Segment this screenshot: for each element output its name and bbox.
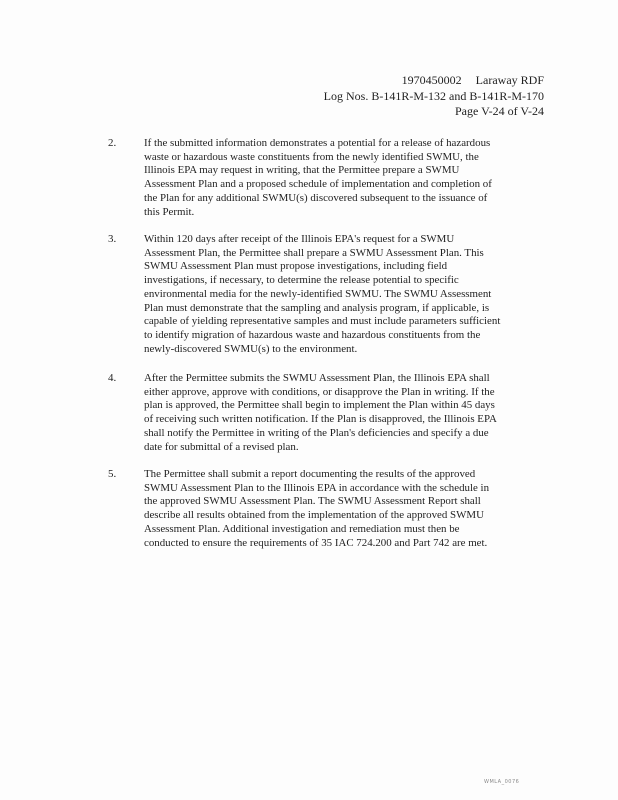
text-line: investigations, if necessary, to determine the release potential to specific: [144, 274, 459, 287]
text-line: the approved SWMU Assessment Plan. The SWMU Assessment Report shall: [144, 495, 481, 508]
text-line: If the submitted information demonstrates a potential for a release of hazardous: [144, 137, 491, 149]
doc-id: 1970450002: [401, 73, 462, 87]
text-line: conducted to ensure the requirements of 35 IAC 724.200 and Part 742 are met.: [144, 536, 488, 549]
text-line: The Permittee shall submit a report documenting the results of the approved: [144, 468, 476, 480]
facility-name: Laraway RDF: [475, 73, 544, 87]
text-line: date for submittal of a revised plan.: [144, 440, 299, 453]
text-line: Assessment Plan. Additional investigation and remediation must then be: [144, 522, 460, 535]
numbered-item: [108, 468, 548, 550]
item-text: [144, 372, 546, 454]
text-line: environmental media for the newly-identified SWMU. The SWMU Assessment: [144, 287, 492, 300]
text-line: waste or hazardous waste constituents from the newly identified SWMU, the: [144, 150, 479, 163]
text-line: shall notify the Permittee in writing of the Plan's deficiencies and specify a due: [144, 426, 489, 439]
page-number: Page V-24 of V-24: [454, 104, 544, 118]
text-line: either approve, approve with conditions, or disapprove the Plan in writing. If the: [144, 385, 495, 398]
header-id-line: [324, 73, 544, 89]
text-line: this Permit.: [144, 205, 195, 218]
numbered-item: [108, 233, 548, 356]
text-line: Assessment Plan and a proposed schedule of implementation and completion of: [144, 178, 492, 191]
text-line: Plan must demonstrate that the sampling and analysis program, if applicable, is: [144, 301, 490, 314]
item-text: [144, 137, 546, 219]
numbered-item: [108, 372, 548, 454]
text-line: describe all results obtained from the implementation of the approved SWMU: [144, 509, 484, 522]
text-line: of receiving such written notification. If the Plan is disapproved, the Illinois EPA: [144, 413, 497, 426]
text-line: Assessment Plan, the Permittee shall prepare a SWMU Assessment Plan. This: [144, 246, 484, 259]
text-line: the Plan for any additional SWMU(s) discovered subsequent to the issuance of: [144, 191, 488, 204]
bates-stamp: WMLA_0076: [484, 779, 520, 785]
log-numbers: Log Nos. B-141R-M-132 and B-141R-M-170: [323, 88, 544, 103]
page-header: [324, 73, 544, 120]
text-line: Within 120 days after receipt of the Illinois EPA's request for a SWMU: [144, 233, 455, 245]
item-text: [144, 233, 546, 356]
text-line: newly-discovered SWMU(s) to the environment.: [144, 342, 358, 355]
numbered-item: [108, 137, 548, 219]
text-line: Illinois EPA may request in writing, that the Permittee prepare a SWMU: [144, 164, 460, 177]
item-text: [144, 468, 546, 550]
text-line: SWMU Assessment Plan must propose investigations, including field: [144, 260, 448, 273]
text-line: capable of yielding representative samples and must include parameters sufficient: [144, 315, 501, 328]
text-line: After the Permittee submits the SWMU Assessment Plan, the Illinois EPA shall: [144, 372, 490, 384]
text-line: plan is approved, the Permittee shall begin to implement the Plan within 45 days: [144, 399, 495, 412]
item-number: 2.: [108, 137, 117, 149]
text-line: SWMU Assessment Plan to the Illinois EPA in accordance with the schedule in: [144, 481, 490, 494]
item-number: 5.: [108, 468, 117, 480]
text-line: to identify migration of hazardous waste and hazardous constituents from the: [144, 328, 481, 341]
item-number: 3.: [108, 233, 117, 245]
item-number: 4.: [108, 372, 117, 384]
